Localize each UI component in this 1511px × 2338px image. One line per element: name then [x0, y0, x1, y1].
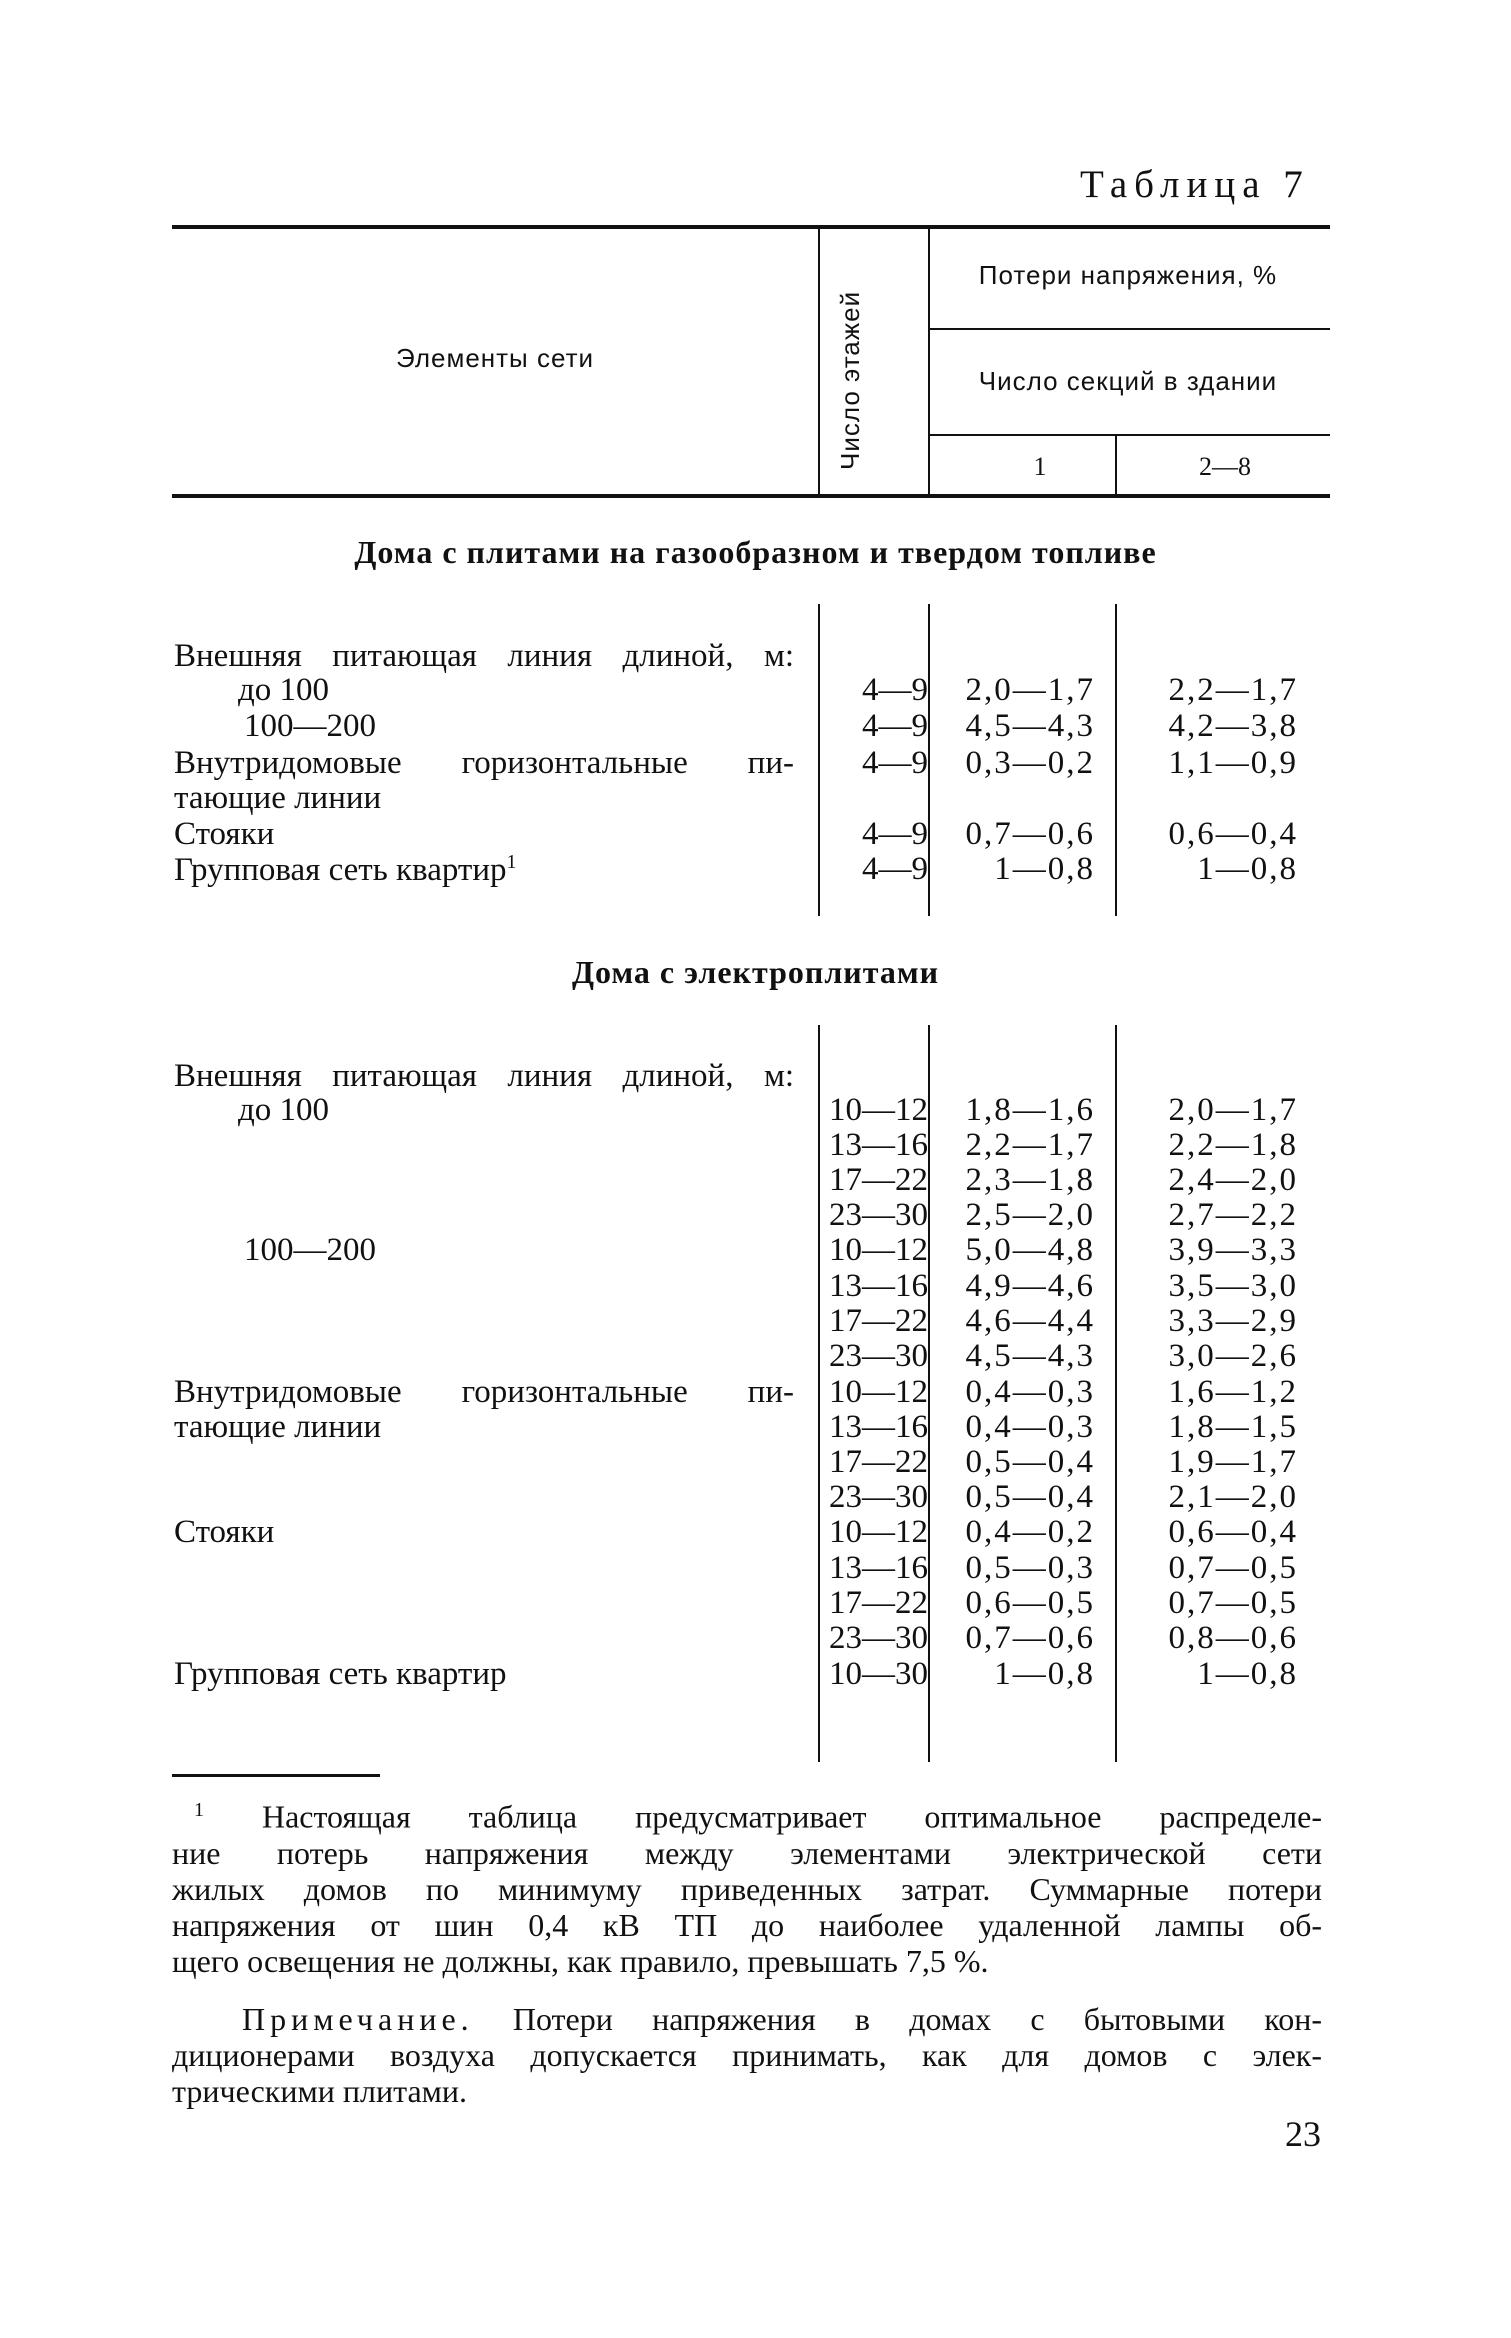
s2-r6-v2: 3,3—2,9: [1168, 1303, 1298, 1339]
footnote-mark: 1: [194, 1799, 204, 1821]
header-losses: Потери напряжения, %: [978, 260, 1278, 290]
section2-label-to100: до 100: [238, 1092, 330, 1128]
s2-r2-v1: 2,3—1,8: [965, 1162, 1095, 1198]
s2-r12-v1: 0,4—0,2: [965, 1514, 1095, 1550]
s2-r13-floors: 13—16: [829, 1550, 928, 1586]
s2-r0-v1: 1,8—1,6: [965, 1092, 1095, 1128]
s2-r10-v1: 0,5—0,4: [965, 1444, 1095, 1480]
s2-r7-floors: 23—30: [829, 1338, 928, 1374]
section1-label-group: [174, 851, 517, 889]
s2-r3-floors: 23—30: [829, 1197, 928, 1233]
s2-r5-floors: 13—16: [829, 1268, 928, 1304]
section1-label-internal-1: Внутридомовые горизонтальные пи-: [174, 745, 794, 781]
note: [172, 2001, 1322, 2109]
s2-r8-floors: 10—12: [829, 1374, 928, 1410]
s2-r14-v1: 0,6—0,5: [965, 1585, 1095, 1621]
s2-r11-floors: 23—30: [829, 1479, 928, 1515]
footnote-line-1-text: Настоящая таблица предусматривает оптимальное распределе-: [261, 1798, 1323, 1835]
s2-r14-floors: 17—22: [829, 1585, 928, 1621]
s2-r4-floors: 10—12: [829, 1232, 928, 1268]
s1-r1-v2: 4,2—3,8: [1168, 708, 1298, 744]
s2-r0-floors: 10—12: [829, 1092, 928, 1128]
s2-r5-v2: 3,5—3,0: [1168, 1268, 1298, 1304]
section2-label-internal-1: Внутридомовые горизонтальные пи-: [174, 1374, 794, 1410]
header-col-1: 1: [1033, 452, 1047, 481]
s2-r16-v2: 1—0,8: [1197, 1656, 1298, 1692]
s2-r1-v2: 2,2—1,8: [1168, 1127, 1298, 1163]
section1-label-to100: до 100: [238, 672, 330, 708]
s1-r1-floors: 4—9: [862, 708, 928, 744]
s2-r2-floors: 17—22: [829, 1162, 928, 1198]
s2-r0-v2: 2,0—1,7: [1168, 1092, 1298, 1128]
s2-r2-v2: 2,4—2,0: [1168, 1162, 1298, 1198]
section1-title: Дома с плитами на газообразном и твердом топливе: [354, 534, 1157, 570]
footnote-line-1: [172, 1792, 1322, 1835]
header-hline-sections: [928, 434, 1330, 436]
s2-r16-v1: 1—0,8: [994, 1656, 1095, 1692]
s2-r13-v2: 0,7—0,5: [1168, 1550, 1298, 1586]
section1-label-group-text: Групповая сеть квартир: [174, 852, 507, 888]
footnote: [172, 1792, 1322, 1979]
s2-r12-floors: 10—12: [829, 1514, 928, 1550]
s1-r2-floors: 4—9: [862, 745, 928, 781]
section2-vline-2: [928, 1025, 930, 1762]
note-line-3: трическими плитами.: [172, 2073, 468, 2109]
section1-vline-3: [1115, 604, 1117, 916]
s2-r9-v2: 1,8—1,5: [1168, 1409, 1298, 1445]
header-elements: Элементы сети: [396, 343, 594, 373]
s2-r8-v1: 0,4—0,3: [965, 1374, 1095, 1410]
section2-vline-3: [1115, 1025, 1117, 1762]
s2-r4-v2: 3,9—3,3: [1168, 1232, 1298, 1268]
s2-r4-v1: 5,0—4,8: [965, 1232, 1095, 1268]
header-top-rule: [172, 225, 1330, 229]
s2-r13-v1: 0,5—0,3: [965, 1550, 1095, 1586]
footnote-separator: [172, 1774, 380, 1777]
s2-r7-v2: 3,0—2,6: [1168, 1338, 1298, 1374]
section1-label-outer: Внешняя питающая линия длиной, м:: [174, 638, 794, 674]
s2-r10-floors: 17—22: [829, 1444, 928, 1480]
s1-r3-v2: 0,6—0,4: [1168, 816, 1298, 852]
footnote-line-3: жилых домов по минимуму приведенных затрат. Суммарные потери: [172, 1870, 1322, 1907]
s2-r16-floors: 10—30: [829, 1656, 928, 1692]
note-line-1: [172, 2001, 1322, 2037]
s2-r10-v2: 1,9—1,7: [1168, 1444, 1298, 1480]
s2-r1-floors: 13—16: [829, 1127, 928, 1163]
footnote-line-5: щего освещения не должны, как правило, превышать 7,5 %.: [172, 1942, 989, 1979]
section1-footnote-mark: 1: [506, 851, 517, 873]
s2-r1-v1: 2,2—1,7: [965, 1127, 1095, 1163]
s1-r3-floors: 4—9: [862, 816, 928, 852]
s1-r1-v1: 4,5—4,3: [965, 708, 1095, 744]
section1-label-risers: Стояки: [174, 816, 275, 852]
section2-label-risers: Стояки: [174, 1514, 275, 1550]
s2-r6-v1: 4,6—4,4: [965, 1303, 1095, 1339]
section2-title: Дома с электроплитами: [571, 954, 940, 990]
s1-r4-v1: 1—0,8: [994, 851, 1095, 887]
s2-r15-floors: 23—30: [829, 1620, 928, 1656]
section1-label-100-200: 100—200: [244, 708, 376, 744]
s1-r0-v2: 2,2—1,7: [1168, 672, 1298, 708]
header-col-2: 2—8: [1199, 452, 1251, 481]
note-line-1-text: Потери напряжения в домах с бытовыми кон-: [512, 2001, 1323, 2037]
note-label: Примечание.: [242, 2001, 474, 2037]
s2-r8-v2: 1,6—1,2: [1168, 1374, 1298, 1410]
s2-r14-v2: 0,7—0,5: [1168, 1585, 1298, 1621]
section1-vline-2: [928, 604, 930, 916]
s2-r12-v2: 0,6—0,4: [1168, 1514, 1298, 1550]
table-title: Таблица 7: [1080, 163, 1310, 206]
s2-r9-v1: 0,4—0,3: [965, 1409, 1095, 1445]
s2-r15-v1: 0,7—0,6: [965, 1620, 1095, 1656]
header-hline-losses: [928, 328, 1330, 330]
s1-r2-v1: 0,3—0,2: [965, 745, 1095, 781]
s2-r6-floors: 17—22: [829, 1303, 928, 1339]
note-line-2: диционерами воздуха допускается принимать, как для домов с элек-: [172, 2037, 1322, 2073]
s2-r9-floors: 13—16: [829, 1409, 928, 1445]
s1-r0-floors: 4—9: [862, 672, 928, 708]
section2-label-internal-2: тающие линии: [174, 1409, 382, 1445]
footnote-line-2: ние потерь напряжения между элементами электрической сети: [172, 1834, 1322, 1871]
page-number: 23: [1285, 2114, 1321, 2154]
header-sections: Число секций в здании: [978, 366, 1278, 396]
s2-r3-v1: 2,5—2,0: [965, 1197, 1095, 1233]
s1-r2-v2: 1,1—0,9: [1168, 745, 1298, 781]
s2-r11-v1: 0,5—0,4: [965, 1479, 1095, 1515]
s1-r4-floors: 4—9: [862, 851, 928, 887]
s1-r4-v2: 1—0,8: [1197, 851, 1298, 887]
s2-r11-v2: 2,1—2,0: [1168, 1479, 1298, 1515]
section2-label-outer: Внешняя питающая линия длиной, м:: [174, 1058, 794, 1094]
s2-r3-v2: 2,7—2,2: [1168, 1197, 1298, 1233]
s1-r3-v1: 0,7—0,6: [965, 816, 1095, 852]
s2-r5-v1: 4,9—4,6: [965, 1268, 1095, 1304]
s2-r7-v1: 4,5—4,3: [965, 1338, 1095, 1374]
header-bottom-rule: [172, 494, 1330, 498]
header-floors: Число этажей: [835, 290, 865, 470]
footnote-line-4: напряжения от шин 0,4 кВ ТП до наиболее удаленной лампы об-: [172, 1906, 1322, 1943]
section1-label-internal-2: тающие линии: [174, 780, 382, 816]
section2-label-group: Групповая сеть квартир: [174, 1656, 507, 1692]
s2-r15-v2: 0,8—0,6: [1168, 1620, 1298, 1656]
section2-label-100-200: 100—200: [244, 1232, 376, 1268]
s1-r0-v1: 2,0—1,7: [965, 672, 1095, 708]
